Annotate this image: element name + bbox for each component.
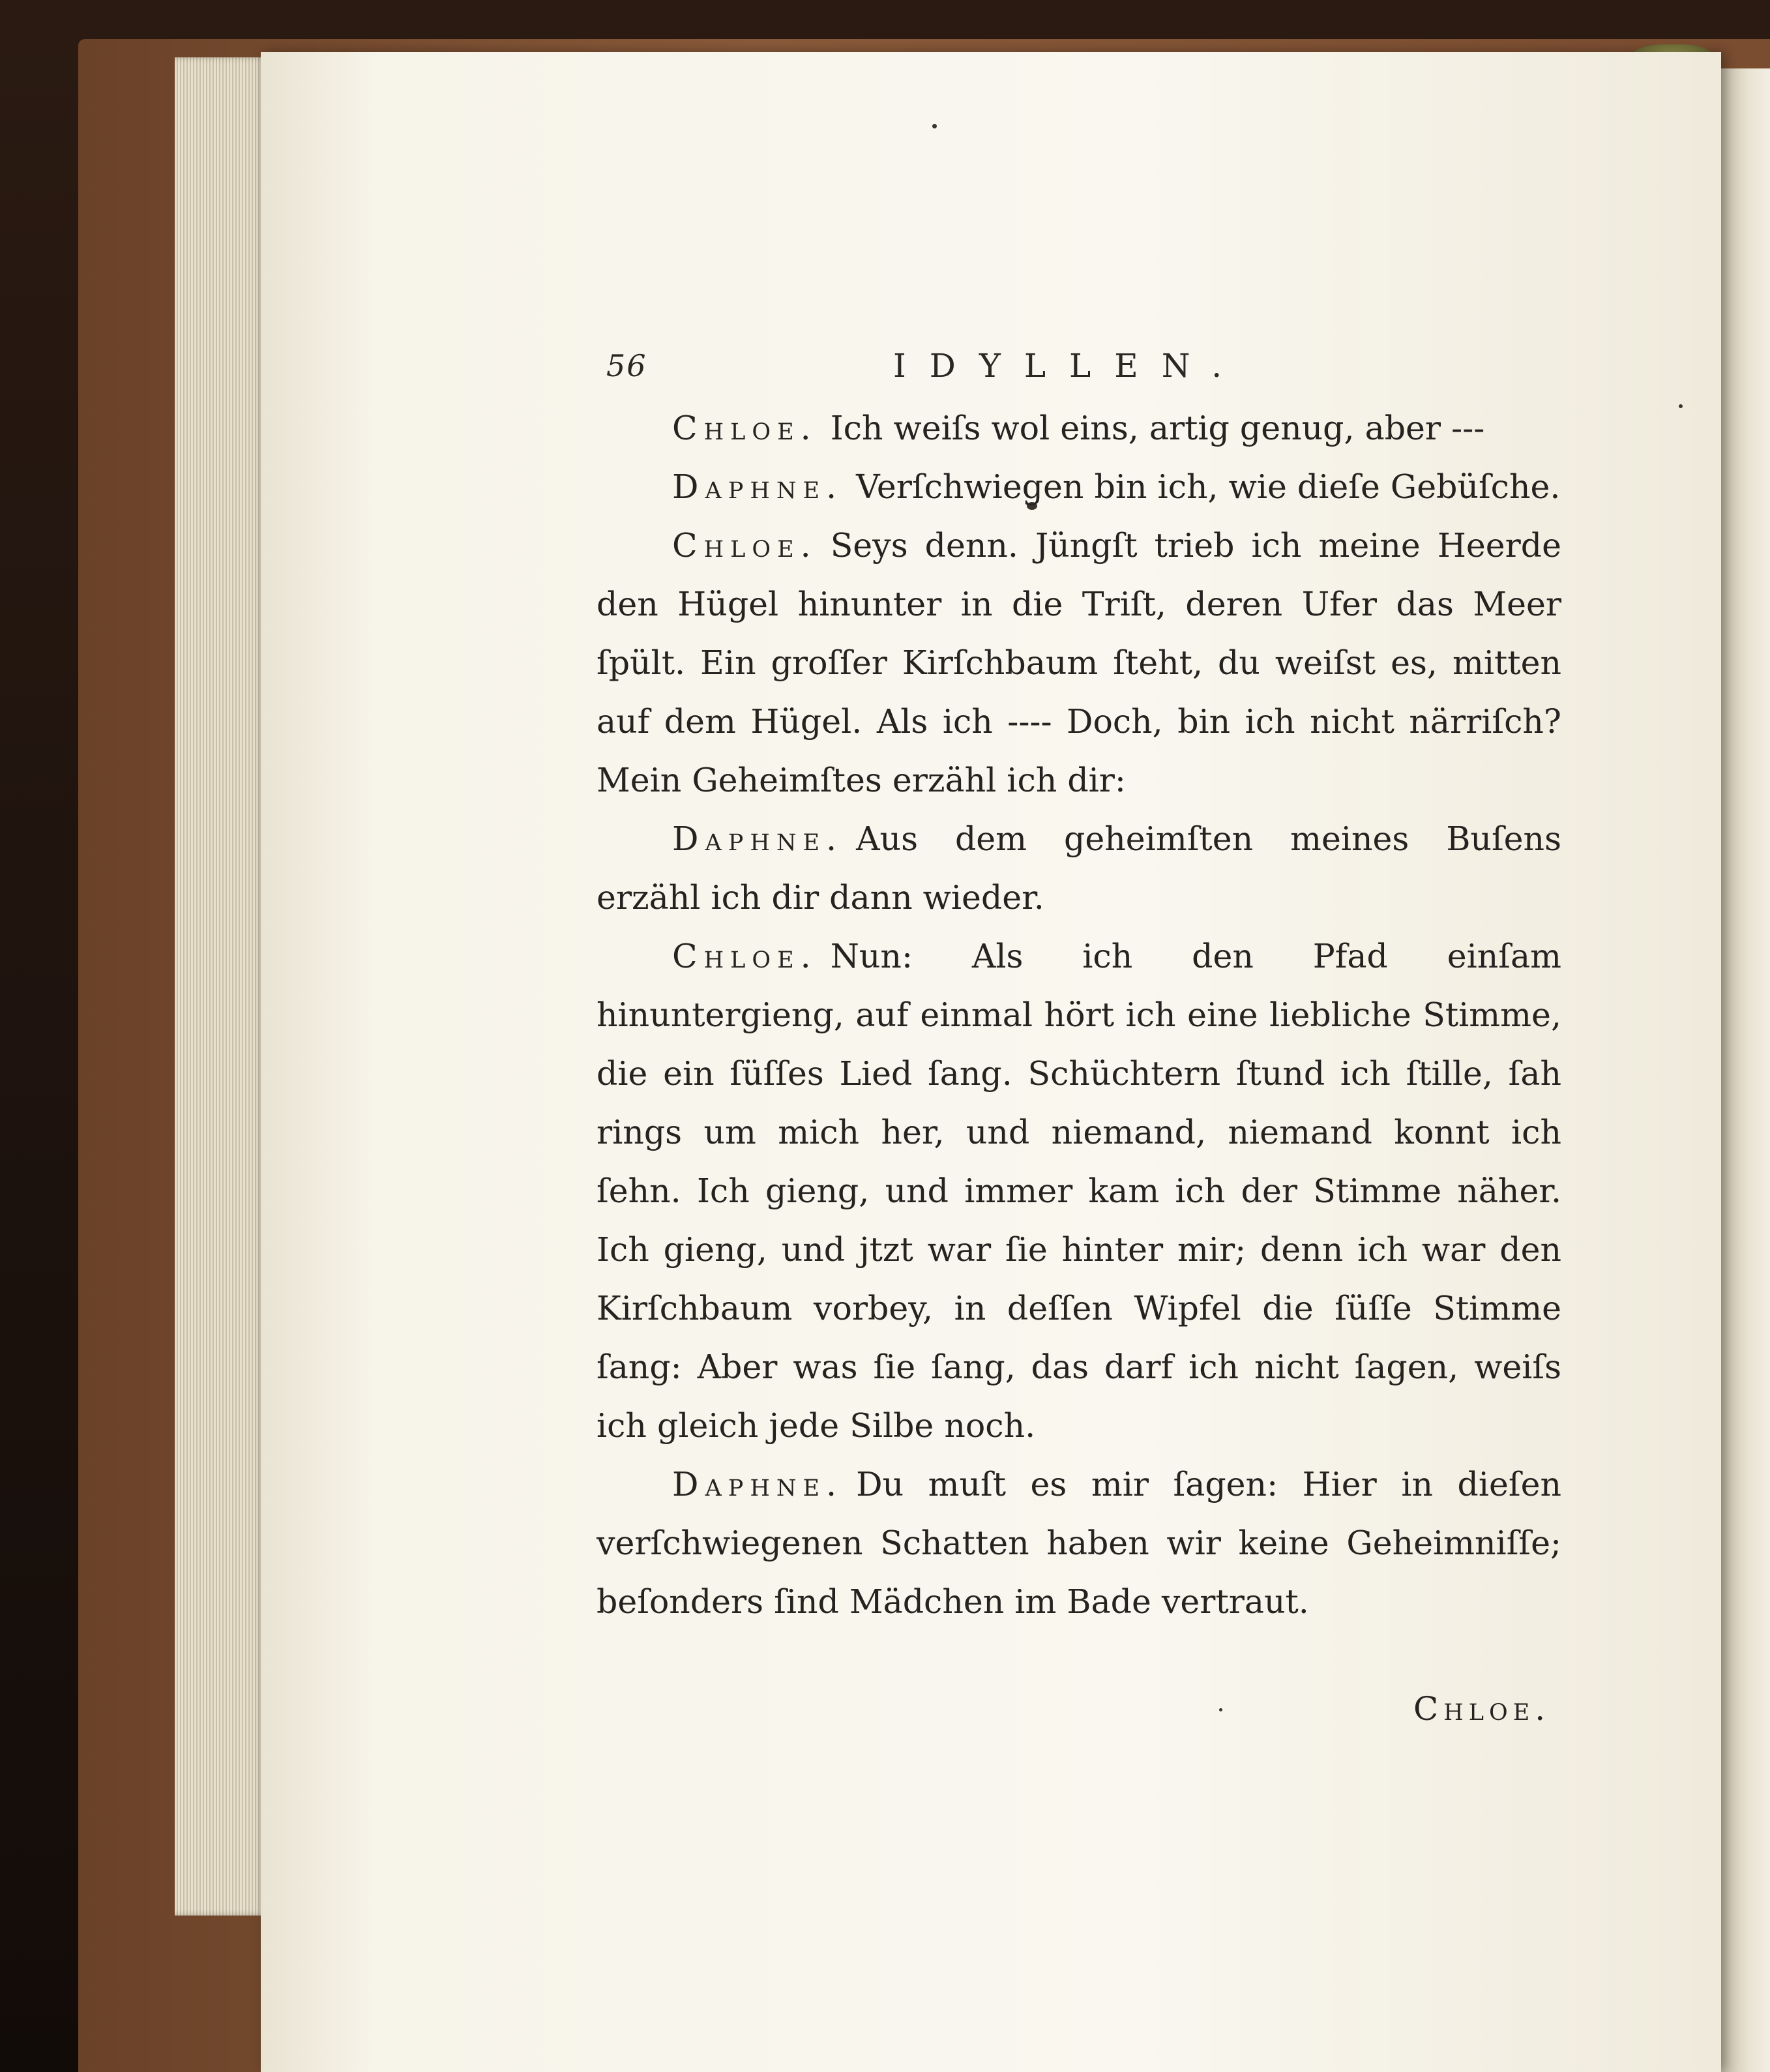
speech-text: Ich weiſs wol eins, artig genug, aber --- <box>830 409 1485 447</box>
catchword: Chloe. <box>1413 1690 1551 1728</box>
dialogue-text <box>597 399 1561 1631</box>
speech-text: Seys denn. Jüngſt trieb ich meine Heerde den Hügel hinunter in die Triſt, deren Ufer das Meer ſpült. Ein groſſer Kirſchbaum ſteht, du weiſst es, mitten auf dem Hügel. Als ich ---- Doch, bin ich nicht närriſch? Mein Geheimſtes erzähl ich dir: <box>597 526 1561 799</box>
page-edges <box>175 57 266 1916</box>
running-title: IDYLLEN. <box>893 347 1246 385</box>
speaker-name: Chloe. <box>672 409 818 447</box>
facing-page-edge <box>1715 68 1770 2072</box>
speech-paragraph <box>597 927 1561 1455</box>
ink-speck <box>1679 404 1683 408</box>
speech-text: Du muſt es mir ſagen: Hier in dieſen verſchwiegenen Schatten haben wir keine Geheimniſſe; beſonders ſind Mädchen im Bade vertraut. <box>597 1465 1561 1621</box>
speaker-name: Daphne. <box>672 467 844 506</box>
speech-text: Nun: Als ich den Pfad einſam hinuntergieng, auf einmal hört ich eine liebliche Stimme, die ein ſüſſes Lied ſang. Schüchtern ſtund ich ſtille, ſah rings um mich her, und niemand, niemand konnt ich ſehn. Ich gieng, und immer kam ich der Stimme näher. Ich gieng, und jtzt war ſie hinter mir; denn ich war den Kirſchbaum vorbey, in deſſen Wipfel die ſüſſe Stimme ſang: Aber was ſie ſang, das darf ich nicht ſagen, weiſs ich gleich jede Silbe noch. <box>597 937 1561 1445</box>
speaker-name: Daphne. <box>672 820 844 858</box>
speaker-name: Chloe. <box>672 937 818 975</box>
speech-paragraph <box>597 399 1561 458</box>
speech-text: Aus dem geheimſten meines Buſens erzähl ich dir dann wieder. <box>597 820 1561 917</box>
speech-paragraph <box>597 1455 1561 1631</box>
ink-speck <box>932 124 937 128</box>
speech-text: Verſchwiegen bin ich, wie dieſe Gebüſche. <box>856 467 1561 506</box>
page-header <box>606 339 1284 404</box>
ink-speck <box>1219 1708 1222 1711</box>
speech-paragraph <box>597 458 1561 516</box>
speaker-name: Daphne. <box>672 1465 844 1503</box>
speech-paragraph <box>597 516 1561 810</box>
speech-paragraph <box>597 810 1561 927</box>
speaker-name: Chloe. <box>672 526 818 565</box>
page-number: 56 <box>606 348 647 383</box>
